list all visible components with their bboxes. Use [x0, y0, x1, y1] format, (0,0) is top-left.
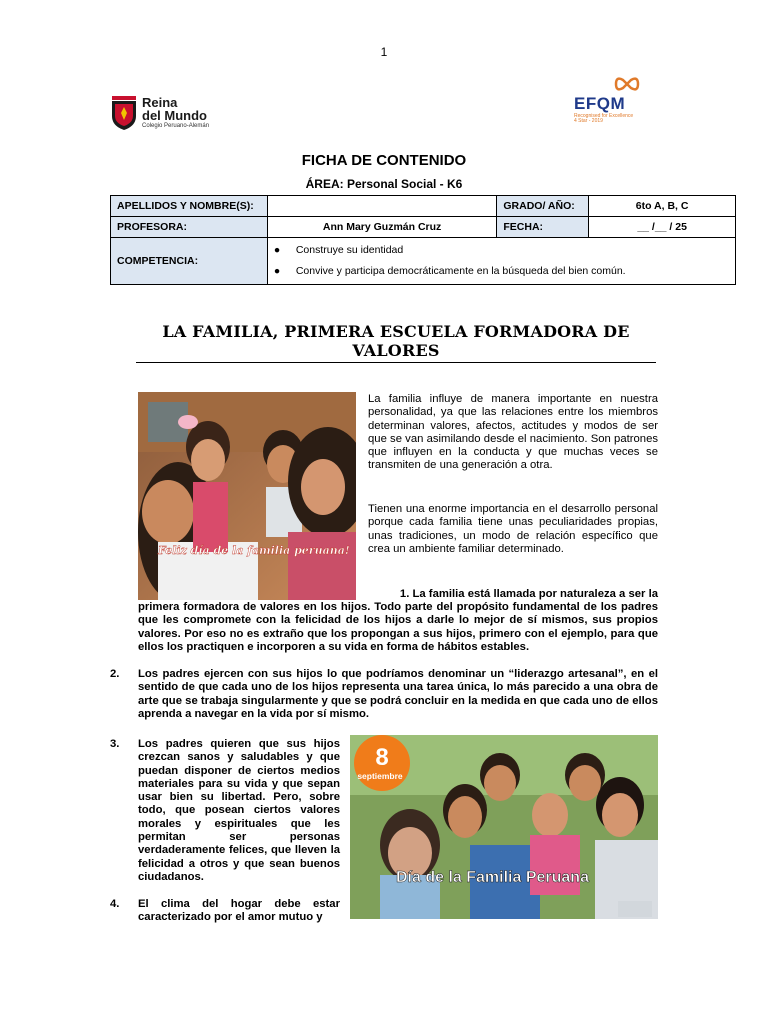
badge-month: septiembre	[357, 771, 403, 781]
efqm-name: EFQM	[574, 94, 626, 113]
shield-icon	[110, 96, 138, 130]
article-heading: LA FAMILIA, PRIMERA ESCUELA FORMADORA DE VALORES	[136, 322, 656, 363]
family-photo-illustration	[138, 392, 356, 600]
item-1-start: 1. La familia está llamada por naturaleza a ser la	[399, 588, 658, 600]
item-3-number: 3.	[110, 738, 120, 750]
school-name-line1: Reina	[142, 95, 178, 110]
family-day-illustration	[350, 735, 658, 919]
fecha-value: __ /__ / 25	[589, 217, 736, 238]
table-row	[111, 217, 736, 238]
family-day-photo	[350, 735, 658, 919]
bullet-icon: ●	[273, 244, 281, 256]
document-subtitle: ÁREA: Personal Social - K6	[305, 177, 463, 191]
item-3-text: Los padres quieren que sus hijos crezcan sanos y saludables y que puedan disponer de ciertos medios materiales para su vida y que sepan usar bien su libertad. Pero, sobre todo, que posean ciertos valores morales y espirituales que les permitan ser personas verdaderamente felices, que lleven la felicidad a otros y que sean buenos ciudadanos.	[138, 738, 340, 883]
efqm-subtitle	[574, 114, 633, 124]
profesora-label: PROFESORA:	[111, 217, 268, 238]
competencia-list	[267, 238, 735, 285]
apellidos-value	[267, 196, 497, 217]
efqm-sub2: 4 Star - 2019	[574, 118, 603, 124]
badge-day: 8	[375, 744, 389, 771]
competencia-item	[274, 240, 729, 261]
profesora-value: Ann Mary Guzmán Cruz	[267, 217, 497, 238]
school-name	[142, 96, 207, 122]
school-name-line2: del Mundo	[142, 108, 207, 123]
item-4-text: El clima del hogar debe estar caracterizado por el amor mutuo y	[138, 898, 340, 924]
infinity-icon	[612, 74, 642, 94]
item-2-number: 2.	[110, 668, 120, 680]
grado-value: 6to A, B, C	[589, 196, 736, 217]
building-icon	[618, 901, 652, 917]
competencia-text: Construye su identidad	[295, 244, 404, 256]
competencia-text: Convive y participa democráticamente en la búsqueda del bien común.	[295, 265, 626, 277]
document-title: FICHA DE CONTENIDO	[301, 152, 467, 169]
fecha-label: FECHA:	[497, 217, 589, 238]
efqm-sub1: Recognised for Excellence	[574, 113, 634, 119]
competencia-item	[274, 261, 729, 282]
grado-label: GRADO/ AÑO:	[497, 196, 589, 217]
paragraph-2: Tienen una enorme importancia en el desarrollo personal porque cada familia tiene unas peculiaridades propias, unas tradiciones, un modo de relación específico que crea un ambiente familiar determinado.	[368, 503, 658, 555]
family-photo	[138, 392, 356, 600]
school-logo	[110, 96, 250, 136]
school-subtitle: Colegio Peruano-Alemán	[142, 123, 210, 129]
photo1-caption: Feliz día de la familia peruana!	[158, 544, 350, 557]
bullet-icon: ●	[273, 265, 281, 277]
info-table	[110, 195, 736, 285]
table-row	[111, 196, 736, 217]
table-row	[111, 238, 736, 285]
paragraph-1: La familia influye de manera importante en nuestra personalidad, ya que las relaciones entre los miembros determinan valores, afectos, actitudes y modos de ser que se van asimilando desde el nacimiento. Son patrones que influyen en la conducta y que muchas veces se transmiten de una generación a otra.	[368, 393, 658, 472]
item-2-text: Los padres ejercen con sus hijos lo que podríamos denominar un “liderazgo artesanal”, en el sentido de que cada uno de los hijos representa una tarea única, lo más parecido a una obra de arte que se trabaja singularmente y que se podrá concluir en la medida en que cada uno de ellos aprenda a navegar en la vida por sí mismo.	[138, 668, 658, 720]
item-1-rest: primera formadora de valores en los hijos. Todo parte del propósito fundamental de los padres que les compromete con la felicidad de los hijos a darle lo mejor de sí mismos, sus propios valores. Por eso no es extraño que los propongan a sus hijos, primero con el ejemplo, para que ellos los practiquen e incorporen a su vida en forma de hábitos estables.	[138, 601, 658, 653]
page-number: 1	[380, 45, 388, 59]
efqm-logo	[572, 70, 652, 130]
competencia-label: COMPETENCIA:	[111, 238, 268, 285]
apellidos-label: APELLIDOS Y NOMBRE(S):	[111, 196, 268, 217]
photo2-caption: Día de la Familia Peruana	[396, 869, 589, 886]
item-4-number: 4.	[110, 898, 120, 910]
